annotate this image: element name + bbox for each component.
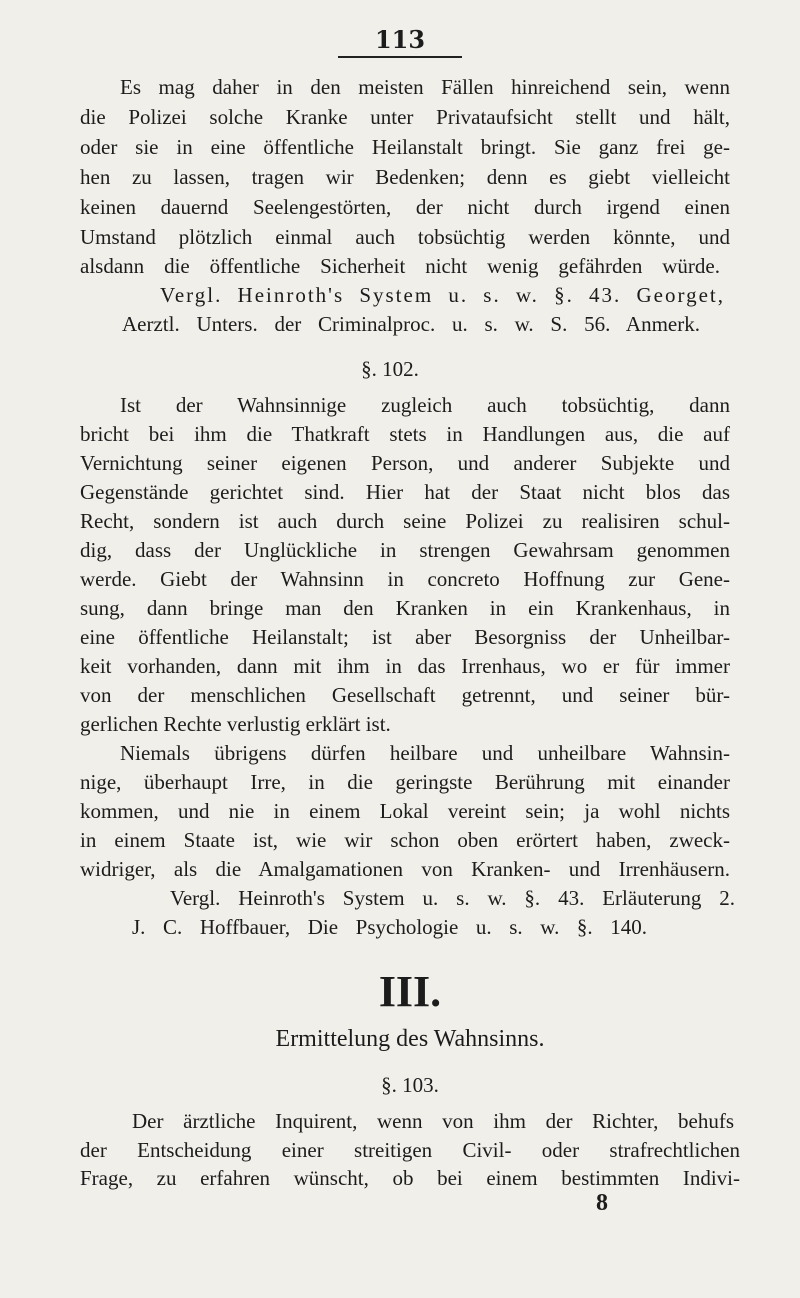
text-line: bricht bei ihm die Thatkraft stets in Handlungen aus, die auf [80,422,730,446]
text-line: Frage, zu erfahren wünscht, ob bei einem bestimmten Indivi- [80,1166,740,1190]
text-line: von der menschlichen Gesellschaft getrennt, und seiner bür- [80,683,730,707]
signature-mark: 8 [596,1190,608,1216]
reference-line: Vergl. Heinroth's System u. s. w. §. 43. Erläuterung 2. [170,886,735,910]
text-line: Recht, sondern ist auch durch seine Polizei zu realisiren schul- [80,509,730,533]
page-number: 113 [338,26,462,58]
reference-line: J. C. Hoffbauer, Die Psychologie u. s. w. §. 140. [132,915,647,939]
text-line: Der ärztliche Inquirent, wenn von ihm der Richter, behufs [132,1109,734,1133]
text-line: der Entscheidung einer streitigen Civil- oder strafrechtlichen [80,1138,740,1162]
text-line: gerlichen Rechte verlustig erklärt ist. [80,712,391,736]
text-line: oder sie in eine öffentliche Heilanstalt bringt. Sie ganz frei ge- [80,135,730,159]
text-line: kommen, und nie in einem Lokal vereint sein; ja wohl nichts [80,799,730,823]
text-line: die Polizei solche Kranke unter Privataufsicht stellt und hält, [80,105,730,129]
section-heading: §. 103. [381,1073,439,1097]
text-line: widriger, als die Amalgamationen von Kranken- und Irrenhäusern. [80,857,730,881]
text-line: Umstand plötzlich einmal auch tobsüchtig werden könnte, und [80,225,730,249]
reference-line: Vergl. Heinroth's System u. s. w. §. 43. Georget, [160,283,725,307]
text-line: Es mag daher in den meisten Fällen hinreichend sein, wenn [120,75,730,99]
text-line: werde. Giebt der Wahnsinn in concreto Hoffnung zur Gene- [80,567,730,591]
text-line: eine öffentliche Heilanstalt; ist aber Besorgniss der Unheilbar- [80,625,730,649]
text-line: hen zu lassen, tragen wir Bedenken; denn es giebt vielleicht [80,165,730,189]
reference-line: Aerztl. Unters. der Criminalproc. u. s. w. S. 56. Anmerk. [122,312,700,336]
text-line: keinen dauernd Seelengestörten, der nicht durch irgend einen [80,195,730,219]
text-line: sung, dann bringe man den Kranken in ein Krankenhaus, in [80,596,730,620]
text-line: dig, dass der Unglückliche in strengen Gewahrsam genommen [80,538,730,562]
text-line: Gegenstände gerichtet sind. Hier hat der Staat nicht blos das [80,480,730,504]
text-line: in einem Staate ist, wie wir schon oben erörtert haben, zweck- [80,828,730,852]
text-line: Niemals übrigens dürfen heilbare und unheilbare Wahnsin- [120,741,730,765]
chapter-number: III. [378,967,442,1016]
text-line: keit vorhanden, dann mit ihm in das Irrenhaus, wo er für immer [80,654,730,678]
text-line: Ist der Wahnsinnige zugleich auch tobsüchtig, dann [120,393,730,417]
text-line: alsdann die öffentliche Sicherheit nicht wenig gefährden würde. [80,254,720,278]
section-heading: §. 102. [361,357,419,381]
chapter-title: Ermittelung des Wahnsinns. [275,1026,545,1052]
text-line: Vernichtung seiner eigenen Person, und anderer Subjekte und [80,451,730,475]
text-line: nige, überhaupt Irre, in die geringste Berührung mit einander [80,770,730,794]
